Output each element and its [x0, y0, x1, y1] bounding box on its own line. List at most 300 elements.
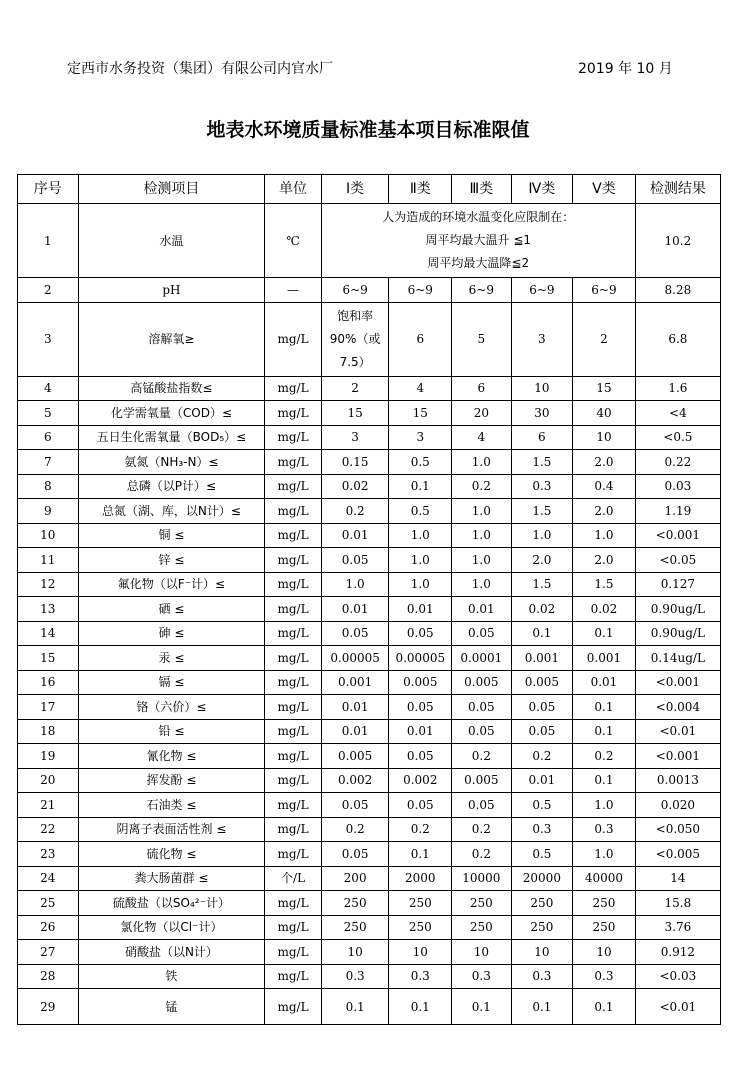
- cell-class-4: 1.5: [511, 450, 573, 475]
- cell-no: 8: [18, 474, 79, 499]
- cell-class-3: 0.05: [452, 695, 512, 720]
- cell-class-5: 2: [573, 302, 636, 376]
- cell-class-1: 6~9: [321, 278, 389, 303]
- cell-no: 6: [18, 425, 79, 450]
- cell-item: 水温: [78, 204, 265, 278]
- cell-class-3: 20: [452, 401, 512, 426]
- cell-unit: mg/L: [265, 817, 321, 842]
- cell-class-1: 0.05: [321, 621, 389, 646]
- cell-class-1: 250: [321, 891, 389, 916]
- cell-unit: mg/L: [265, 719, 321, 744]
- col-header-class-5: Ⅴ类: [573, 175, 636, 204]
- cell-class-5: 0.1: [573, 719, 636, 744]
- cell-no: 22: [18, 817, 79, 842]
- cell-unit: mg/L: [265, 989, 321, 1025]
- cell-unit: mg/L: [265, 572, 321, 597]
- cell-item: 锌 ≤: [78, 548, 265, 573]
- cell-result: <0.004: [635, 695, 720, 720]
- cell-class-5: 0.4: [573, 474, 636, 499]
- cell-class-2: 6: [389, 302, 452, 376]
- cell-class-3: 0.2: [452, 744, 512, 769]
- cell-unit: mg/L: [265, 695, 321, 720]
- cell-class-3: 0.2: [452, 817, 512, 842]
- cell-class-1: 0.01: [321, 523, 389, 548]
- cell-item: pH: [78, 278, 265, 303]
- table-row: [18, 572, 721, 597]
- cell-unit: mg/L: [265, 670, 321, 695]
- cell-class-4: 250: [511, 915, 573, 940]
- cell-class-5: 0.01: [573, 670, 636, 695]
- cell-class-1: 1.0: [321, 572, 389, 597]
- cell-result: 0.22: [635, 450, 720, 475]
- cell-item: 铬（六价）≤: [78, 695, 265, 720]
- cell-class-5: 6~9: [573, 278, 636, 303]
- cell-result: <4: [635, 401, 720, 426]
- cell-unit: mg/L: [265, 744, 321, 769]
- table-row: [18, 915, 721, 940]
- cell-unit: mg/L: [265, 302, 321, 376]
- cell-no: 16: [18, 670, 79, 695]
- cell-class-2: 0.00005: [389, 646, 452, 671]
- cell-item: 硒 ≤: [78, 597, 265, 622]
- cell-class-2: 1.0: [389, 523, 452, 548]
- cell-class-3: 1.0: [452, 499, 512, 524]
- cell-item: 汞 ≤: [78, 646, 265, 671]
- cell-class-1: 0.1: [321, 989, 389, 1025]
- cell-no: 15: [18, 646, 79, 671]
- cell-class-2: 0.1: [389, 842, 452, 867]
- table-row: [18, 425, 721, 450]
- cell-class-2: 250: [389, 915, 452, 940]
- cell-class-2: 4: [389, 376, 452, 401]
- table-row: [18, 817, 721, 842]
- cell-class-1: 0.01: [321, 719, 389, 744]
- cell-result: <0.03: [635, 964, 720, 989]
- cell-class-2: 0.01: [389, 597, 452, 622]
- cell-class-2: 1.0: [389, 548, 452, 573]
- table-row: [18, 670, 721, 695]
- cell-no: 18: [18, 719, 79, 744]
- cell-no: 17: [18, 695, 79, 720]
- cell-class-3: 0.1: [452, 989, 512, 1025]
- cell-class-5: 0.3: [573, 964, 636, 989]
- cell-class-2: 0.5: [389, 450, 452, 475]
- cell-class-1: 0.2: [321, 499, 389, 524]
- cell-class-5: 0.1: [573, 768, 636, 793]
- table-row: [18, 401, 721, 426]
- cell-class-2: 0.5: [389, 499, 452, 524]
- cell-no: 4: [18, 376, 79, 401]
- cell-unit: mg/L: [265, 401, 321, 426]
- cell-no: 24: [18, 866, 79, 891]
- cell-class-2: 0.05: [389, 695, 452, 720]
- cell-item: 化学需氧量（COD）≤: [78, 401, 265, 426]
- do-class1-line-2: 90%（或: [329, 331, 381, 346]
- cell-result: 15.8: [635, 891, 720, 916]
- cell-class-5: 0.3: [573, 817, 636, 842]
- cell-result: 6.8: [635, 302, 720, 376]
- cell-unit: mg/L: [265, 793, 321, 818]
- cell-class-5: 0.1: [573, 989, 636, 1025]
- cell-class-5: 40000: [573, 866, 636, 891]
- table-row: [18, 450, 721, 475]
- cell-class-3: 0.3: [452, 964, 512, 989]
- cell-class-1: 0.01: [321, 695, 389, 720]
- cell-class-3: 0.05: [452, 719, 512, 744]
- cell-class-3: 250: [452, 891, 512, 916]
- cell-result: 0.03: [635, 474, 720, 499]
- cell-no: 1: [18, 204, 79, 278]
- cell-result: <0.005: [635, 842, 720, 867]
- cell-item: 锰: [78, 989, 265, 1025]
- cell-class-2: 0.3: [389, 964, 452, 989]
- table-header-row: [18, 175, 721, 204]
- cell-class-2: 10: [389, 940, 452, 965]
- do-class1-line-1: 饱和率: [337, 308, 374, 323]
- col-header-class-2: Ⅱ类: [389, 175, 452, 204]
- cell-no: 23: [18, 842, 79, 867]
- cell-class-4: 10: [511, 376, 573, 401]
- cell-class-5: 250: [573, 915, 636, 940]
- cell-item: 溶解氧≥: [78, 302, 265, 376]
- organization-name: 定西市水务投资（集团）有限公司内官水厂: [67, 61, 333, 77]
- cell-item: 镉 ≤: [78, 670, 265, 695]
- cell-class-2: 0.2: [389, 817, 452, 842]
- cell-item: 总磷（以P计）≤: [78, 474, 265, 499]
- cell-class-4: 30: [511, 401, 573, 426]
- cell-class-2: 0.05: [389, 793, 452, 818]
- cell-class-5: 2.0: [573, 548, 636, 573]
- cell-class-1: 0.01: [321, 597, 389, 622]
- cell-class-4: 1.5: [511, 572, 573, 597]
- cell-unit: mg/L: [265, 891, 321, 916]
- table-row: [18, 744, 721, 769]
- cell-class-1: 0.2: [321, 817, 389, 842]
- cell-result: 0.127: [635, 572, 720, 597]
- document-title: 地表水环境质量标准基本项目标准限值: [206, 119, 530, 141]
- cell-class-4: 0.5: [511, 842, 573, 867]
- cell-result: 14: [635, 866, 720, 891]
- table-row: [18, 376, 721, 401]
- table-row: [18, 621, 721, 646]
- table-row: [18, 719, 721, 744]
- table-row: [18, 891, 721, 916]
- cell-unit: ℃: [265, 204, 321, 278]
- cell-unit: mg/L: [265, 940, 321, 965]
- cell-class-5: 0.02: [573, 597, 636, 622]
- cell-class-1: 0.3: [321, 964, 389, 989]
- cell-item: 氰化物 ≤: [78, 744, 265, 769]
- cell-class-5: 1.0: [573, 842, 636, 867]
- cell-class-2: 0.1: [389, 989, 452, 1025]
- cell-class-2: 1.0: [389, 572, 452, 597]
- cell-class-1: 0.002: [321, 768, 389, 793]
- cell-class-2: 0.005: [389, 670, 452, 695]
- cell-class-4: 0.2: [511, 744, 573, 769]
- cell-item: 硫化物 ≤: [78, 842, 265, 867]
- cell-item: 氟化物（以F⁻计）≤: [78, 572, 265, 597]
- cell-no: 20: [18, 768, 79, 793]
- cell-no: 25: [18, 891, 79, 916]
- table-row: [18, 768, 721, 793]
- cell-class-2: 0.05: [389, 744, 452, 769]
- cell-unit: mg/L: [265, 523, 321, 548]
- cell-item: 铅 ≤: [78, 719, 265, 744]
- cell-class-5: 40: [573, 401, 636, 426]
- table-row: [18, 646, 721, 671]
- cell-item: 铁: [78, 964, 265, 989]
- cell-class-5: 2.0: [573, 450, 636, 475]
- cell-class-2: 0.1: [389, 474, 452, 499]
- table-row-ph: [18, 278, 721, 303]
- cell-class-3: 0.2: [452, 842, 512, 867]
- cell-class-4: 0.5: [511, 793, 573, 818]
- cell-class-4: 0.05: [511, 695, 573, 720]
- cell-class-1: 0.00005: [321, 646, 389, 671]
- cell-no: 9: [18, 499, 79, 524]
- cell-class-2: 250: [389, 891, 452, 916]
- cell-class-5: 250: [573, 891, 636, 916]
- cell-class-4: 1.5: [511, 499, 573, 524]
- cell-result: <0.5: [635, 425, 720, 450]
- cell-class-3: 250: [452, 915, 512, 940]
- cell-item: 五日生化需氧量（BOD₅）≤: [78, 425, 265, 450]
- cell-class-1: 0.005: [321, 744, 389, 769]
- cell-class-1: 200: [321, 866, 389, 891]
- cell-class-4: 10: [511, 940, 573, 965]
- cell-result: 10.2: [635, 204, 720, 278]
- cell-class-4: 6~9: [511, 278, 573, 303]
- cell-item: 石油类 ≤: [78, 793, 265, 818]
- cell-class-4: 3: [511, 302, 573, 376]
- cell-item: 阴离子表面活性剂 ≤: [78, 817, 265, 842]
- col-header-unit: 单位: [265, 175, 321, 204]
- cell-class-3: 0.05: [452, 621, 512, 646]
- cell-result: 8.28: [635, 278, 720, 303]
- cell-no: 12: [18, 572, 79, 597]
- cell-unit: mg/L: [265, 915, 321, 940]
- cell-class-4: 0.1: [511, 621, 573, 646]
- cell-class-2: 6~9: [389, 278, 452, 303]
- cell-class-3: 0.2: [452, 474, 512, 499]
- cell-class-3: 5: [452, 302, 512, 376]
- table-row: [18, 597, 721, 622]
- col-header-item: 检测项目: [78, 175, 265, 204]
- cell-class-5: 10: [573, 940, 636, 965]
- cell-class-1: 0.05: [321, 793, 389, 818]
- cell-no: 7: [18, 450, 79, 475]
- cell-unit: mg/L: [265, 499, 321, 524]
- cell-class-3: 1.0: [452, 450, 512, 475]
- cell-no: 27: [18, 940, 79, 965]
- cell-class-5: 0.001: [573, 646, 636, 671]
- water-temp-note-line-2: 周平均最大温升 ≦1: [425, 233, 532, 247]
- cell-result: 0.14ug/L: [635, 646, 720, 671]
- col-header-class-3: Ⅲ类: [452, 175, 512, 204]
- cell-class-2: 3: [389, 425, 452, 450]
- cell-item: 粪大肠菌群 ≤: [78, 866, 265, 891]
- cell-class-2: 2000: [389, 866, 452, 891]
- cell-item: 砷 ≤: [78, 621, 265, 646]
- cell-class-1: 0.05: [321, 548, 389, 573]
- table-row: [18, 793, 721, 818]
- cell-class-3: 4: [452, 425, 512, 450]
- cell-class-1: 3: [321, 425, 389, 450]
- cell-class-3: 1.0: [452, 548, 512, 573]
- cell-unit: mg/L: [265, 621, 321, 646]
- col-header-class-4: Ⅳ类: [511, 175, 573, 204]
- cell-class-5: 1.0: [573, 793, 636, 818]
- cell-class-4: 1.0: [511, 523, 573, 548]
- cell-class-5: 10: [573, 425, 636, 450]
- do-class1-line-3: 7.5）: [339, 354, 371, 369]
- cell-result: <0.050: [635, 817, 720, 842]
- cell-result: <0.001: [635, 670, 720, 695]
- cell-class-3: 0.005: [452, 768, 512, 793]
- cell-result: 0.912: [635, 940, 720, 965]
- cell-class-5: 2.0: [573, 499, 636, 524]
- cell-class-4: 0.01: [511, 768, 573, 793]
- cell-no: 13: [18, 597, 79, 622]
- cell-unit: mg/L: [265, 842, 321, 867]
- cell-class-3: 1.0: [452, 572, 512, 597]
- cell-no: 14: [18, 621, 79, 646]
- cell-result: 3.76: [635, 915, 720, 940]
- cell-class-3: 0.0001: [452, 646, 512, 671]
- col-header-no: 序号: [18, 175, 79, 204]
- cell-item: 硝酸盐（以N计）: [78, 940, 265, 965]
- cell-class-5: 15: [573, 376, 636, 401]
- cell-result: <0.05: [635, 548, 720, 573]
- cell-class-1: [321, 302, 389, 376]
- cell-result: <0.001: [635, 744, 720, 769]
- cell-class-4: 6: [511, 425, 573, 450]
- cell-class-3: 10: [452, 940, 512, 965]
- cell-class-1: 15: [321, 401, 389, 426]
- report-date: 2019 年 10 月: [578, 61, 673, 77]
- cell-class-3: 0.005: [452, 670, 512, 695]
- cell-item: 高锰酸盐指数≤: [78, 376, 265, 401]
- standards-table: [17, 174, 721, 1025]
- cell-unit: mg/L: [265, 425, 321, 450]
- cell-class-4: 2.0: [511, 548, 573, 573]
- table-row: [18, 842, 721, 867]
- cell-class-4: 20000: [511, 866, 573, 891]
- table-row-dissolved-oxygen: [18, 302, 721, 376]
- cell-class-5: 0.1: [573, 695, 636, 720]
- cell-unit: mg/L: [265, 474, 321, 499]
- cell-no: 11: [18, 548, 79, 573]
- cell-no: 26: [18, 915, 79, 940]
- table-row: [18, 523, 721, 548]
- cell-unit: 个/L: [265, 866, 321, 891]
- cell-class-1: 0.02: [321, 474, 389, 499]
- cell-class-4: 0.3: [511, 474, 573, 499]
- cell-no: 2: [18, 278, 79, 303]
- table-row: [18, 695, 721, 720]
- cell-item: 氨氮（NH₃-N）≤: [78, 450, 265, 475]
- table-row: [18, 866, 721, 891]
- cell-result: 0.020: [635, 793, 720, 818]
- cell-item: 挥发酚 ≤: [78, 768, 265, 793]
- cell-class-1: 0.001: [321, 670, 389, 695]
- cell-unit: mg/L: [265, 450, 321, 475]
- table-row: [18, 989, 721, 1025]
- cell-class-4: 0.005: [511, 670, 573, 695]
- cell-class-3: 6~9: [452, 278, 512, 303]
- cell-unit: mg/L: [265, 964, 321, 989]
- cell-class-4: 0.3: [511, 964, 573, 989]
- cell-class-1: 250: [321, 915, 389, 940]
- cell-item: 总氮（湖、库，以N计）≤: [78, 499, 265, 524]
- cell-class-2: 0.05: [389, 621, 452, 646]
- cell-no: 28: [18, 964, 79, 989]
- cell-class-3: 0.01: [452, 597, 512, 622]
- cell-result: 0.90ug/L: [635, 621, 720, 646]
- cell-class-4: 0.05: [511, 719, 573, 744]
- cell-class-1: 0.05: [321, 842, 389, 867]
- cell-item: 硫酸盐（以SO₄²⁻计）: [78, 891, 265, 916]
- cell-class-5: 0.2: [573, 744, 636, 769]
- table-row: [18, 548, 721, 573]
- cell-class-4: 0.001: [511, 646, 573, 671]
- cell-class-1: 2: [321, 376, 389, 401]
- cell-class-3: 10000: [452, 866, 512, 891]
- cell-result: <0.01: [635, 719, 720, 744]
- water-temp-note: [321, 204, 635, 278]
- cell-no: 10: [18, 523, 79, 548]
- cell-result: 1.6: [635, 376, 720, 401]
- table-row: [18, 940, 721, 965]
- cell-unit: mg/L: [265, 597, 321, 622]
- table-row: [18, 964, 721, 989]
- cell-class-4: 0.3: [511, 817, 573, 842]
- cell-unit: —: [265, 278, 321, 303]
- cell-unit: mg/L: [265, 548, 321, 573]
- cell-class-4: 250: [511, 891, 573, 916]
- cell-class-1: 0.15: [321, 450, 389, 475]
- cell-no: 5: [18, 401, 79, 426]
- cell-class-4: 0.02: [511, 597, 573, 622]
- water-temp-note-line-3: 周平均最大温降≦2: [427, 256, 530, 270]
- cell-item: 铜 ≤: [78, 523, 265, 548]
- cell-result: 0.90ug/L: [635, 597, 720, 622]
- cell-class-1: 10: [321, 940, 389, 965]
- col-header-result: 检测结果: [635, 175, 720, 204]
- cell-class-4: 0.1: [511, 989, 573, 1025]
- cell-unit: mg/L: [265, 768, 321, 793]
- col-header-class-1: Ⅰ类: [321, 175, 389, 204]
- cell-no: 29: [18, 989, 79, 1025]
- cell-class-5: 1.5: [573, 572, 636, 597]
- table-row-water-temp: [18, 204, 721, 278]
- table-row: [18, 499, 721, 524]
- table-row: [18, 474, 721, 499]
- cell-class-3: 0.05: [452, 793, 512, 818]
- water-temp-note-line-1: 人为造成的环境水温变化应限制在：: [382, 210, 575, 224]
- cell-class-3: 6: [452, 376, 512, 401]
- cell-result: 0.0013: [635, 768, 720, 793]
- cell-class-5: 1.0: [573, 523, 636, 548]
- cell-class-2: 0.01: [389, 719, 452, 744]
- cell-unit: mg/L: [265, 376, 321, 401]
- cell-result: <0.01: [635, 989, 720, 1025]
- cell-unit: mg/L: [265, 646, 321, 671]
- cell-result: <0.001: [635, 523, 720, 548]
- cell-class-2: 0.002: [389, 768, 452, 793]
- cell-class-5: 0.1: [573, 621, 636, 646]
- cell-no: 21: [18, 793, 79, 818]
